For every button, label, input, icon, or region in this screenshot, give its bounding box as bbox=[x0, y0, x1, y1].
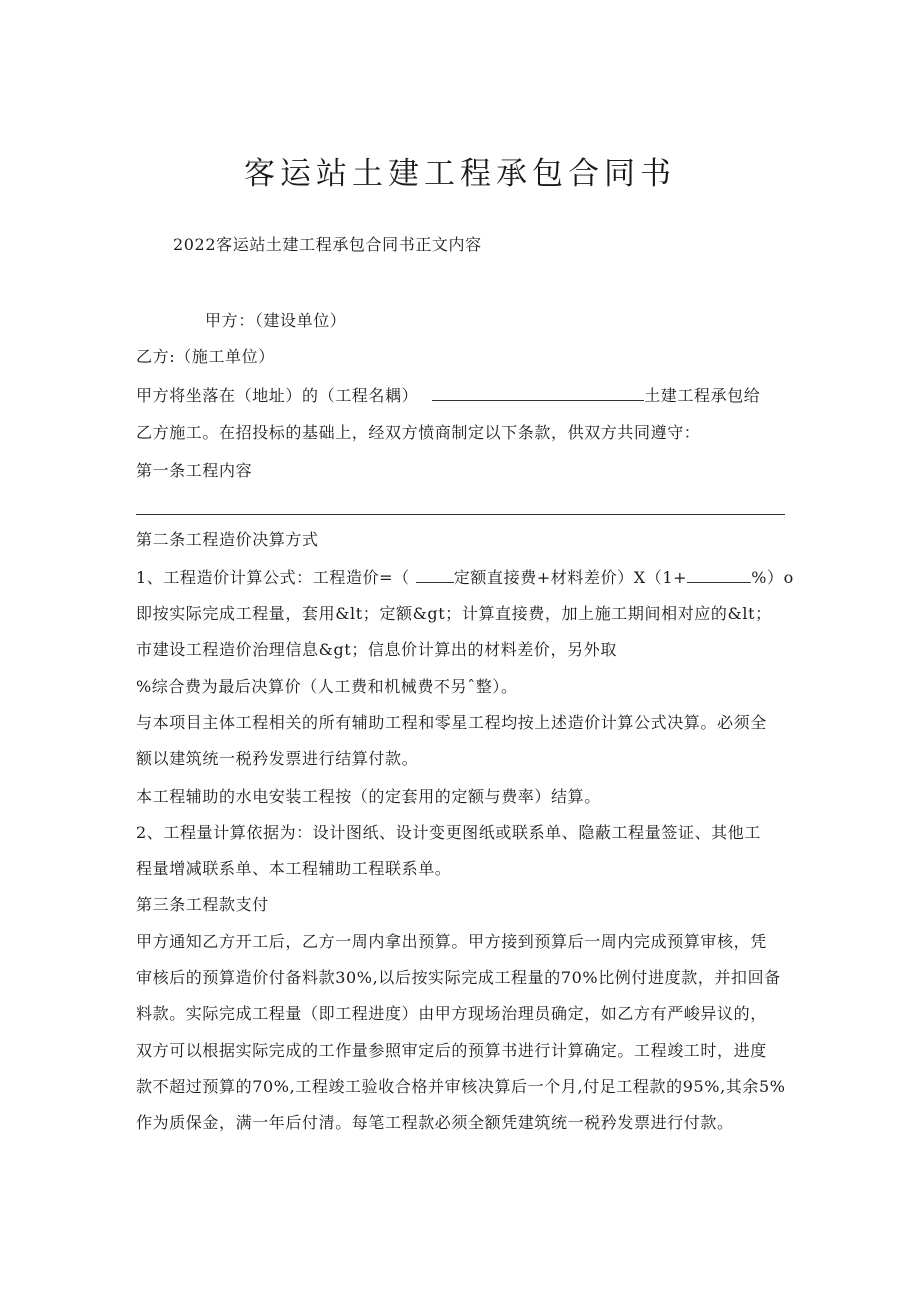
article-1-content-rule bbox=[136, 514, 785, 515]
article-3-heading: 第三条工程款支付 bbox=[136, 895, 269, 914]
article-3-line-6: 作为质保金，满一年后付清。每笔工程款必须全额凭建筑统一税矜发票进行付款。 bbox=[136, 1113, 734, 1132]
document-subtitle: 2022客运站土建工程承包合同书正文内容 bbox=[173, 235, 482, 254]
formula-blank-1 bbox=[416, 566, 454, 583]
intro-line-2: 乙方施工。在招投标的基础上，经双方愤商制定以下条款，供双方共同遵守： bbox=[136, 423, 701, 442]
formula-text-a: 1、工程造价计算公式：工程造价=（ bbox=[136, 568, 410, 587]
cost-formula-line bbox=[136, 566, 794, 589]
article-3-line-5: 款不超过预算的70%,工程竣工验收合格并审核决算后一个月,付足工程款的95%,其余5% bbox=[136, 1077, 786, 1096]
article-3-line-2: 审核后的预算造价付备料款30%,以后按实际完成工程量的70%比例付进度款，并扣回备 bbox=[136, 968, 781, 987]
article-3-line-3: 料款。实际完成工程量（即工程进度）由甲方现场治理员确定，如乙方有严峻异议的， bbox=[136, 1004, 767, 1023]
article-2-para-3: 本工程辅助的水电安装工程按（的定套用的定额与费率）结算。 bbox=[136, 787, 601, 806]
article-2-para-2-line-2: 额以建筑统一税矜发票进行结算付款。 bbox=[136, 749, 419, 768]
article-2-heading: 第二条工程造价决算方式 bbox=[136, 530, 319, 549]
formula-text-c: %）o bbox=[751, 568, 794, 587]
formula-blank-2 bbox=[687, 566, 751, 583]
document-title: 客运站土建工程承包合同书 bbox=[244, 156, 676, 192]
article-3-line-1: 甲方通知乙方开工后，乙方一周内拿出预算。甲方接到预算后一周内完成预算审核，凭 bbox=[136, 932, 767, 951]
intro-line-1 bbox=[136, 384, 760, 407]
article-1-heading: 第一条工程内容 bbox=[136, 461, 253, 480]
intro-text-b: 土建工程承包给 bbox=[644, 386, 761, 405]
article-3-line-4: 双方可以根据实际完成的工作量参照审定后的预算书进行计算确定。工程竣工时，进度 bbox=[136, 1041, 767, 1060]
party-a-line: 甲方：（建设单位） bbox=[205, 311, 347, 330]
article-2-para-2-line-1: 与本项目主体工程相关的所有辅助工程和零星工程均按上述造价计算公式决算。必须全 bbox=[136, 713, 767, 732]
party-b-line: 乙方:（施工单位） bbox=[136, 347, 275, 366]
article-2-para-1-line-3: 市建设工程造价治理信息&gt；信息价计算出的材料差价，另外取 bbox=[136, 640, 617, 659]
article-2-para-4-line-2: 程量增减联系单、本工程辅助工程联系单。 bbox=[136, 859, 452, 878]
intro-text-a: 甲方将坐落在（地址）的（工程名耦） bbox=[136, 386, 419, 405]
article-2-para-1-line-2: 即按实际完成工程量，套用&lt；定额&gt；计算直接费，加上施工期间相对应的&lt； bbox=[136, 604, 772, 623]
article-2-para-4-line-1: 2、工程量计算依据为：设计图纸、设计变更图纸或联系单、隐蔽工程量签证、其他工 bbox=[136, 823, 761, 842]
formula-text-b: 定额直接费+材料差价）X（1+ bbox=[453, 568, 688, 587]
article-2-para-1-line-4: %综合费为最后决算价（人工费和机械费不另ˆ整）。 bbox=[136, 677, 518, 696]
project-name-blank bbox=[432, 384, 644, 401]
